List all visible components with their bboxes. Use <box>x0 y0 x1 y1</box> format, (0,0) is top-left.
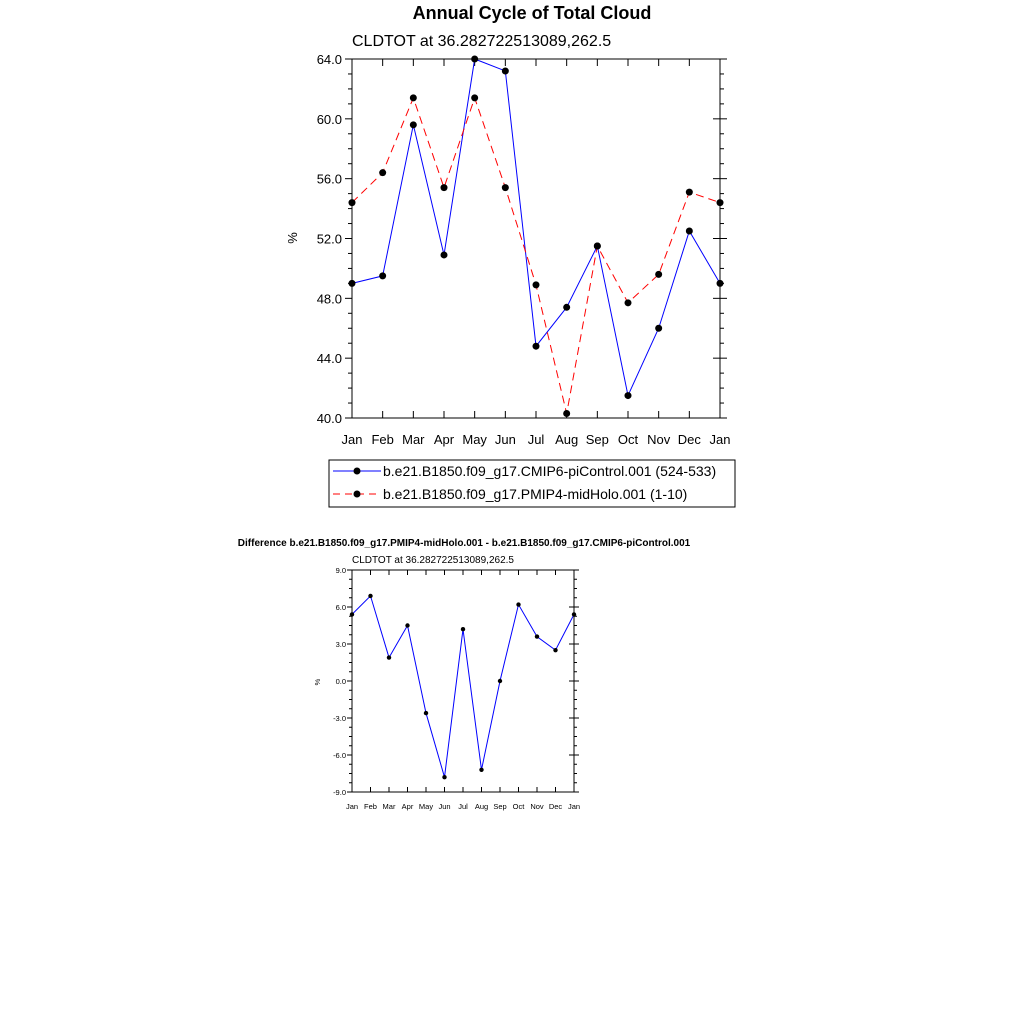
y-tick-label: 6.0 <box>335 603 346 612</box>
series-1-point <box>410 121 417 128</box>
series-2-point <box>349 199 356 206</box>
x-tick-label: Mar <box>402 432 425 447</box>
series-2-point <box>625 299 632 306</box>
y-tick-label: 44.0 <box>316 351 342 367</box>
legend-marker-series-1 <box>354 468 361 475</box>
series-1-point <box>563 304 570 311</box>
series-1-point <box>471 56 478 63</box>
series-2-point <box>655 271 662 278</box>
difference-plot-frame <box>352 570 574 792</box>
series-2-point <box>594 242 601 249</box>
x-tick-label: Jul <box>458 802 468 811</box>
x-tick-label: Feb <box>371 432 394 447</box>
x-tick-label: Dec <box>548 802 563 811</box>
series-1-point <box>535 634 539 638</box>
difference-chart-title: Difference b.e21.B1850.f09_g17.PMIP4-midHolo.001 - b.e21.B1850.f09_g17.CMIP6-piControl.001 <box>237 538 691 549</box>
x-tick-label: Nov <box>647 432 671 447</box>
series-1-point <box>533 343 540 350</box>
series-2-point <box>533 281 540 288</box>
series-1-point <box>516 602 520 606</box>
y-tick-label: 40.0 <box>316 411 342 426</box>
y-tick-label: 52.0 <box>316 231 342 247</box>
x-tick-label: Aug <box>474 802 489 811</box>
series-1-point <box>686 228 693 235</box>
series-group <box>349 56 724 418</box>
x-tick-label: Oct <box>512 802 525 811</box>
chart-subtitle: CLDTOT at 36.282722513089,262.5 <box>352 33 612 50</box>
x-tick-label: Sep <box>585 432 609 447</box>
series-2-point <box>717 199 724 206</box>
series-2-point <box>379 169 386 176</box>
x-tick-label: May <box>462 432 487 447</box>
series-1-point <box>655 325 662 332</box>
series-1-point <box>424 711 428 715</box>
x-tick-label: Jun <box>438 802 451 811</box>
y-tick-label: 64.0 <box>316 52 342 67</box>
y-tick-label: 48.0 <box>316 291 342 307</box>
series-1-point <box>717 280 724 287</box>
y-tick-label: 56.0 <box>316 171 342 187</box>
y-axis-label: % <box>285 232 300 244</box>
series-1-point <box>572 612 576 616</box>
series-2-point <box>471 94 478 101</box>
difference-chart <box>238 538 691 811</box>
series-2-point <box>441 184 448 191</box>
legend <box>329 460 735 507</box>
x-tick-label: Jan <box>567 802 581 811</box>
x-tick-label: Aug <box>555 432 579 447</box>
axis-ticks <box>345 59 727 418</box>
chart-title: Annual Cycle of Total Cloud <box>412 3 652 23</box>
series-1-point <box>387 655 391 659</box>
y-tick-label: 0.0 <box>335 677 346 686</box>
legend-label-series-2: b.e21.B1850.f09_g17.PMIP4-midHolo.001 (1-10) <box>383 486 688 502</box>
y-tick-label: -6.0 <box>333 751 346 760</box>
series-1-point <box>553 648 557 652</box>
x-tick-label: Jan <box>709 432 731 447</box>
legend-marker-series-2 <box>354 491 361 498</box>
legend-label-series-1: b.e21.B1850.f09_g17.CMIP6-piControl.001 (524-533) <box>383 463 717 479</box>
series-1-point <box>405 623 409 627</box>
tick-labels <box>317 52 731 447</box>
series-1-point <box>502 67 509 74</box>
difference-y-axis-label: % <box>313 678 322 686</box>
series-line-2 <box>352 98 720 414</box>
series-2-point <box>563 410 570 417</box>
x-tick-label: Apr <box>433 432 455 447</box>
series-1-point <box>368 594 372 598</box>
x-tick-label: Jul <box>527 432 545 447</box>
x-tick-label: Oct <box>617 432 639 447</box>
y-tick-label: 60.0 <box>316 111 342 127</box>
series-1-point <box>349 280 356 287</box>
series-1-point <box>350 612 354 616</box>
difference-axis-ticks <box>347 570 579 792</box>
x-tick-label: Mar <box>382 802 396 811</box>
difference-chart-subtitle: CLDTOT at 36.282722513089,262.5 <box>352 555 514 566</box>
x-tick-label: Apr <box>401 802 414 811</box>
x-tick-label: May <box>418 802 434 811</box>
x-tick-label: Nov <box>530 802 544 811</box>
y-tick-label: 3.0 <box>335 640 346 649</box>
y-tick-label: -9.0 <box>333 788 346 797</box>
main-chart <box>285 3 735 507</box>
x-tick-label: Feb <box>364 802 377 811</box>
x-tick-label: Sep <box>493 802 507 811</box>
series-line-1 <box>352 596 574 777</box>
series-1-point <box>379 272 386 279</box>
difference-series-group <box>350 594 576 780</box>
y-tick-label: 9.0 <box>335 566 346 575</box>
series-2-point <box>410 94 417 101</box>
series-1-point <box>461 627 465 631</box>
x-tick-label: Jan <box>345 802 359 811</box>
series-1-point <box>625 392 632 399</box>
series-2-point <box>686 189 693 196</box>
x-tick-label: Jun <box>494 432 516 447</box>
series-1-point <box>442 775 446 779</box>
series-2-point <box>502 184 509 191</box>
y-tick-label: -3.0 <box>333 714 346 723</box>
x-tick-label: Jan <box>341 432 363 447</box>
difference-tick-labels <box>333 566 580 811</box>
series-1-point <box>479 768 483 772</box>
x-tick-label: Dec <box>677 432 701 447</box>
series-1-point <box>441 251 448 258</box>
series-1-point <box>498 679 502 683</box>
